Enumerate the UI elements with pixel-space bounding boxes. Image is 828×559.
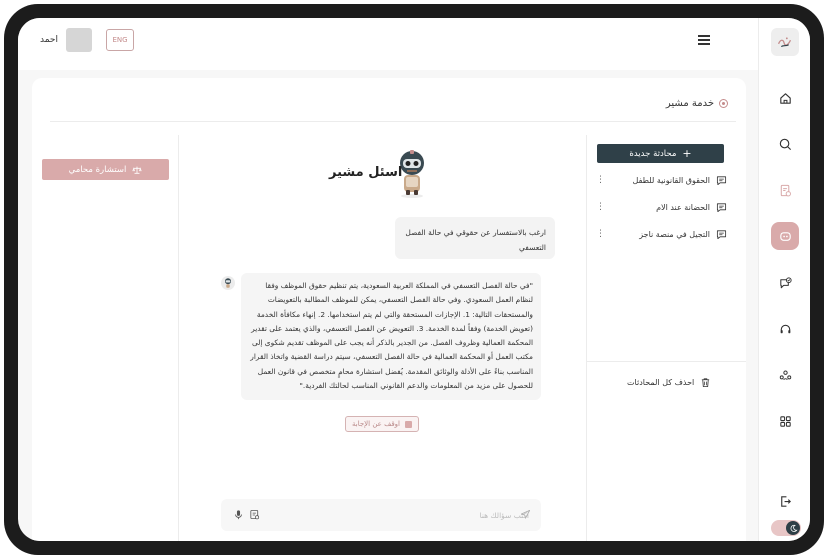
language-button[interactable]: ENG [106,29,134,51]
clear-all-label: احذف كل المحادثات [627,378,695,387]
sidebar-item-logout[interactable] [771,487,799,515]
microphone-icon[interactable] [233,509,244,520]
conversation-label: الحقوق القانونية للطفل [632,175,710,185]
logo[interactable] [771,28,799,56]
lawyer-consult-label: استشارة محامي [68,164,127,175]
page-title [666,98,728,109]
device-frame [4,4,824,555]
sidebar [758,18,810,541]
bot-avatar [221,276,235,290]
home-icon [778,91,793,106]
document-check-icon [778,183,793,198]
sidebar-item-apps[interactable] [771,407,799,435]
sidebar-item-documents[interactable] [771,176,799,204]
top-bar [18,18,758,70]
sidebar-item-chat-bot[interactable] [771,222,799,250]
sidebar-item-chat-check[interactable] [771,269,799,297]
more-options-icon[interactable]: ⋮ [596,175,605,185]
stop-square-icon [405,421,412,428]
bot-message: "في حالة الفصل التعسفي في المملكة العربية السعودية، يتم تنظيم حقوق الموظف وفقا لنظام العمل السعودي. وفي حالة الفصل التعسفي، يمكن للموظف المطالبة بالتعويضات والمستحقات التالية: 1. الإجازات المستحقة والتي لم يتم استخدامها. 2. إنهاء مكافأة الخدمة (تعويض الخدمة) وفقاً لمدة الخدمة. 3. التعويض عن الفصل التعسفي، والذي يعتمد على تقدير المحكمة العمالية وظروف الفصل. من الجدير بالذكر أنه يجب على الموظف تقديم شكوى إلى مكتب العمل أو المحكمة العمالية في حالة الفصل التعسفي، سيتم دراسة القضية واتخاذ القرار المناسب بناءً على الأدلة والوثائق المقدمة. يُفضل استشارة محامٍ متخصص في قانون العمل للحصول على مزيد من المعلومات والدعم القانوني المناسب لحالتك الفردية." [241,273,541,400]
search-icon [778,137,793,152]
chat-area [178,135,586,541]
conversations-divider [587,361,746,362]
sidebar-item-search[interactable] [771,130,799,158]
chat-bubble-icon [716,229,727,240]
theme-toggle-knob [786,521,800,535]
clear-all-conversations-button[interactable] [627,377,711,388]
sidebar-item-community[interactable] [771,361,799,389]
conversation-label: الحضانة عند الام [656,202,710,212]
more-options-icon[interactable]: ⋮ [596,202,605,212]
sidebar-item-home[interactable] [771,84,799,112]
chat-input[interactable] [269,507,529,523]
trash-icon [700,377,711,388]
user-name[interactable]: احمد [40,35,58,45]
grid-icon [778,414,793,429]
stop-answer-label: اوقف عن الإجابة [352,420,400,428]
people-icon [778,368,793,383]
sidebar-item-support[interactable] [771,315,799,343]
stop-answer-button[interactable] [345,416,419,432]
new-chat-label: محادثة جديدة [629,148,677,159]
hamburger-menu-icon[interactable] [698,35,710,45]
conversation-item[interactable] [597,172,727,188]
chat-bot-icon [778,229,793,244]
brand-name: اسئل مشير [329,165,403,180]
app-screen [18,18,810,541]
plus-icon: + [682,147,692,160]
lawyer-consult-button[interactable] [42,159,169,180]
logout-icon [778,494,793,509]
avatar[interactable] [66,28,92,52]
title-divider [50,121,736,122]
page-title-text: خدمة مشير [665,98,714,109]
service-dot-icon [719,99,728,108]
scales-icon [132,165,142,175]
theme-toggle[interactable] [771,520,801,536]
conversation-item[interactable] [597,199,727,215]
conversations-panel [586,135,746,541]
chat-check-icon [778,276,793,291]
bot-avatar-icon [222,277,234,289]
chat-bubble-icon [716,202,727,213]
attach-file-icon[interactable] [249,509,260,520]
conversation-label: التجيل في منصة ناجز [639,229,710,239]
logo-mark-icon [774,31,796,53]
moon-icon [789,524,798,533]
more-options-icon[interactable]: ⋮ [596,229,605,239]
conversation-item[interactable] [597,226,727,242]
chat-bubble-icon [716,175,727,186]
chat-input-bar [221,499,541,531]
new-chat-button[interactable] [597,144,724,163]
headset-icon [778,322,793,337]
main-card [32,78,746,541]
user-message: ارغب بالاستفسار عن حقوقي في حالة الفصل التعسفي [395,217,555,259]
